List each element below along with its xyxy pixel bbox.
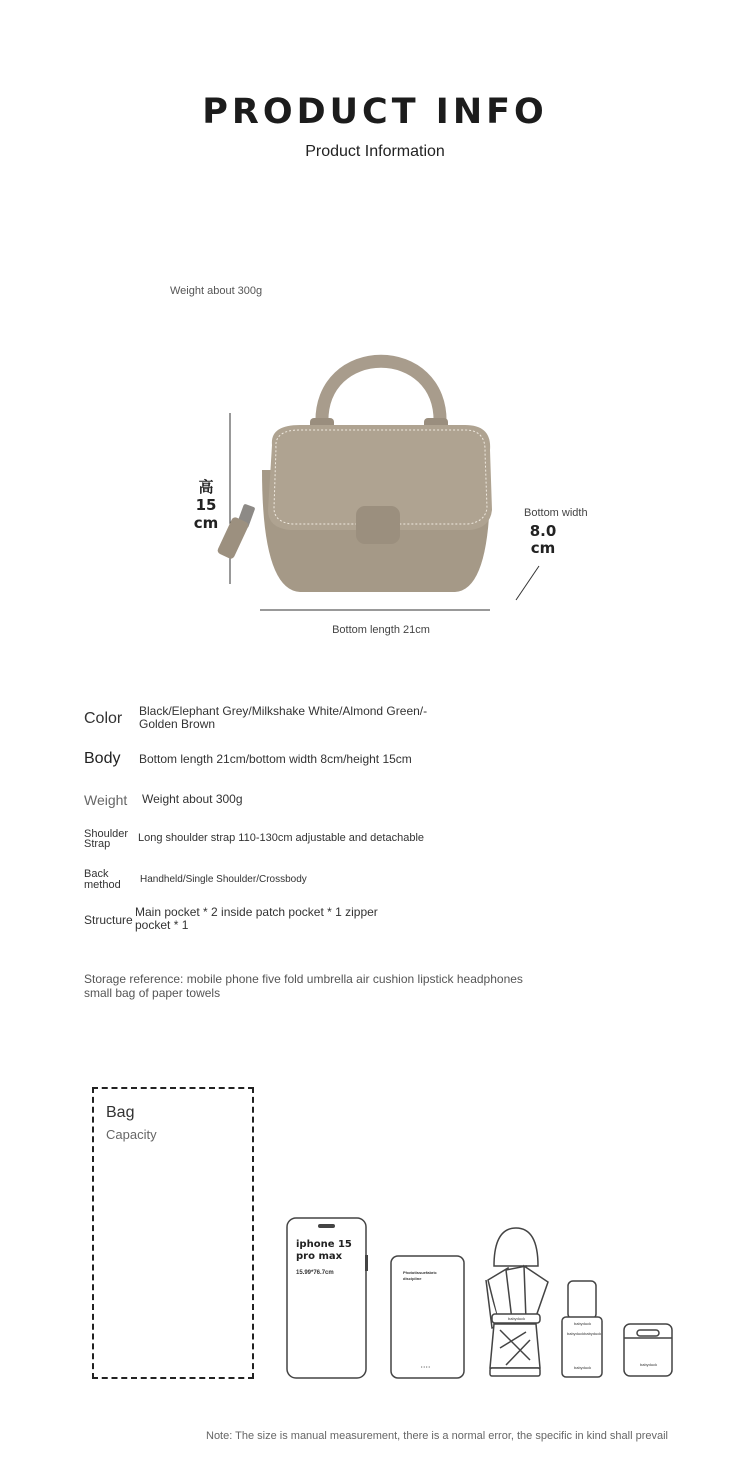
spec-value-weight: Weight about 300g: [142, 792, 243, 806]
spec-value-structure: Main pocket * 2 inside patch pocket * 1 zipper pocket * 1: [135, 905, 378, 932]
page-title: PRODUCT INFO: [202, 92, 548, 132]
bottom-width-label: Bottom width: [524, 507, 588, 519]
lipstick-icon: [562, 1281, 602, 1377]
bag-clasp: [356, 506, 400, 544]
bottom-length-label: Bottom length 21cm: [332, 624, 430, 636]
spec-key-weight: Weight: [84, 792, 128, 808]
lipstick-label-2: babyduckbabyduck: [567, 1331, 602, 1336]
spec-value-shoulder-strap: Long shoulder strap 110-130cm adjustable and detachable: [138, 832, 424, 844]
lipstick-label-3: babyduck: [574, 1365, 592, 1370]
phone-model-label: iphone 15 pro max: [296, 1239, 352, 1262]
tissue-label-2: discipline: [403, 1276, 422, 1281]
spec-key-color: Color: [84, 710, 123, 727]
height-label: 高 15 cm: [193, 478, 219, 532]
storage-reference: Storage reference: mobile phone five fold umbrella air cushion lipstick headphones small bag of paper towels: [84, 972, 523, 1000]
spec-key-structure: Structure: [84, 913, 133, 927]
capacity-title: Bag: [106, 1104, 135, 1121]
tissue-label-1: Phototissuefabric: [403, 1270, 437, 1275]
earbuds-label: babyduck: [640, 1362, 658, 1367]
earbuds-case-icon: [624, 1324, 672, 1376]
tissue-dots: • • • •: [421, 1364, 430, 1369]
spec-key-back-method: Back method: [84, 868, 121, 891]
umbrella-label: babyduck: [508, 1316, 526, 1321]
spec-value-back-method: Handheld/Single Shoulder/Crossbody: [140, 874, 307, 885]
umbrella-icon: [486, 1228, 548, 1376]
bottom-width-value: 8.0 cm: [529, 522, 557, 557]
capacity-subtitle: Capacity: [106, 1127, 157, 1142]
spec-key-shoulder-strap: Shoulder Strap: [84, 828, 129, 850]
spec-value-color: Black/Elephant Grey/Milkshake White/Almond Green/- Golden Brown: [139, 704, 428, 731]
bag-handle: [322, 361, 440, 425]
page-subtitle: Product Information: [305, 143, 445, 160]
weight-label: Weight about 300g: [170, 285, 263, 297]
items-illustration: [0, 1200, 750, 1390]
bag-illustration: [0, 0, 750, 700]
spec-value-body: Bottom length 21cm/bottom width 8cm/height 15cm: [139, 752, 412, 766]
footnote: Note: The size is manual measurement, there is a normal error, the specific in kind shall prevail: [206, 1430, 669, 1442]
spec-key-body: Body: [84, 750, 121, 767]
width-dimension-line: [516, 566, 539, 600]
lipstick-label-1: babyduck: [574, 1321, 592, 1326]
phone-size-label: 15.99*76.7cm: [296, 1270, 334, 1276]
